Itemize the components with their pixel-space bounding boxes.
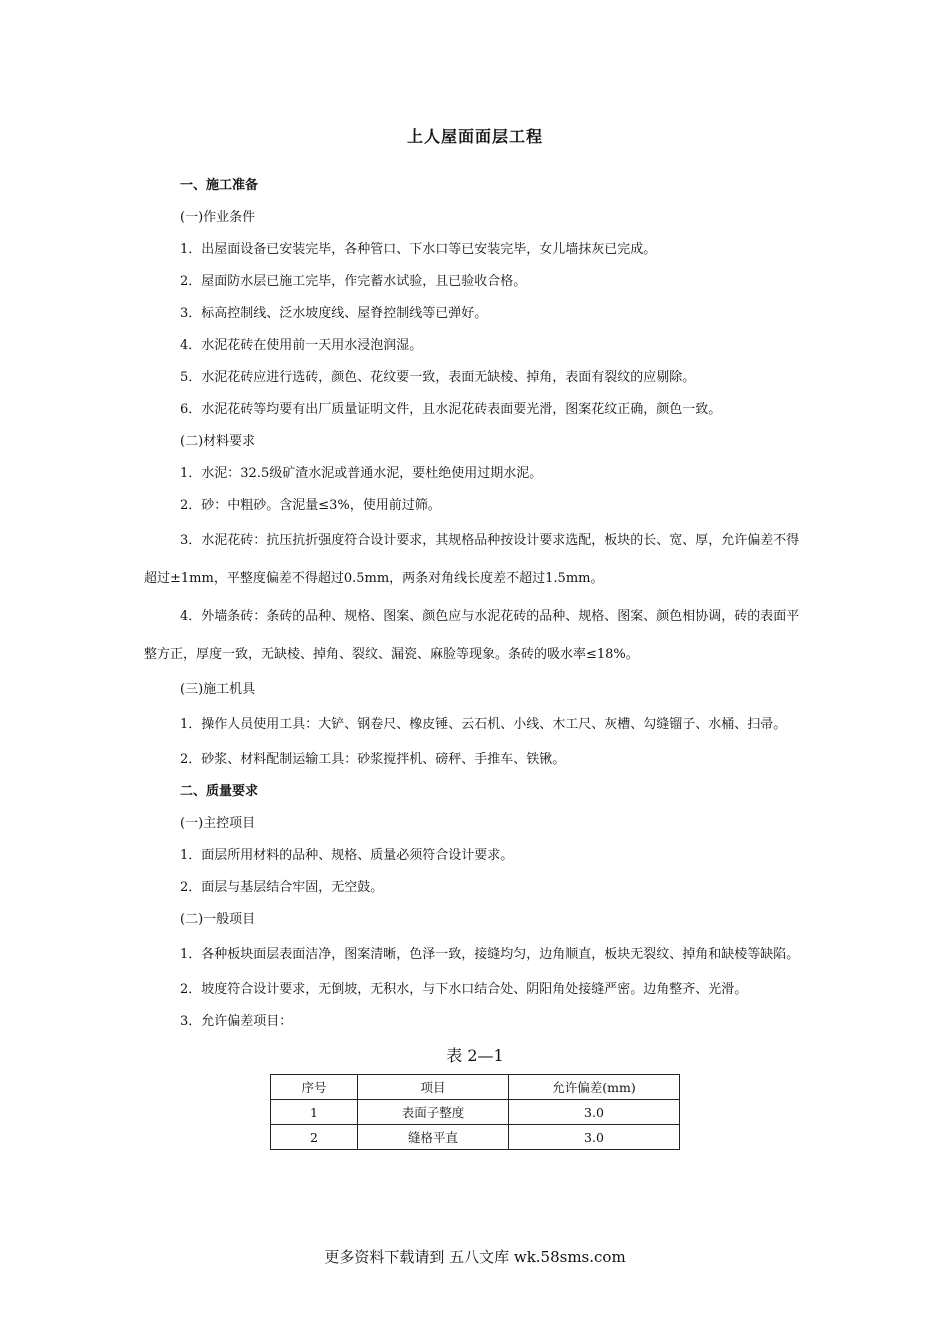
table-cell: 缝格平直 xyxy=(358,1125,509,1150)
document-body xyxy=(144,170,806,1150)
document-title: 上人屋面面层工程 xyxy=(406,127,543,146)
list-item: 1．面层所用材料的品种、规格、质量必须符合设计要求。 xyxy=(180,848,514,863)
subsection-heading: (一)作业条件 xyxy=(180,210,256,225)
section-heading: 二、质量要求 xyxy=(180,784,259,799)
table-caption: 表 2—1 xyxy=(446,1046,504,1065)
subsection-heading: (三)施工机具 xyxy=(180,682,256,697)
list-item: 3．允许偏差项目： xyxy=(180,1014,293,1029)
footer-link[interactable]: 更多资料下载请到 五八文库 wk.58sms.com xyxy=(324,1248,626,1266)
subsection-heading: (一)主控项目 xyxy=(180,816,256,831)
list-item: 2．砂浆、材料配制运输工具：砂浆搅拌机、磅秤、手推车、铁锹。 xyxy=(180,752,566,767)
list-item: 2．屋面防水层已施工完毕，作完蓄水试验，且已验收合格。 xyxy=(180,274,527,289)
list-item: 1．操作人员使用工具：大铲、钢卷尺、橡皮锤、云石机、小线、木工尺、灰槽、勾缝镏子、水桶、扫帚。 xyxy=(180,717,787,732)
table-header-row xyxy=(271,1075,680,1100)
list-item: 3．标高控制线、泛水坡度线、屋脊控制线等已弹好。 xyxy=(180,306,488,321)
list-item: 5．水泥花砖应进行选砖，颜色、花纹要一致，表面无缺棱、掉角，表面有裂纹的应剔除。 xyxy=(180,370,696,385)
tolerance-table xyxy=(270,1074,680,1150)
list-item: 4．水泥花砖在使用前一天用水浸泡润湿。 xyxy=(180,338,423,353)
list-item: 6．水泥花砖等均要有出厂质量证明文件，且水泥花砖表面要光滑，图案花纹正确，颜色一致。 xyxy=(180,402,722,417)
list-item: 2．砂：中粗砂。含泥量≤3%，使用前过筛。 xyxy=(180,498,441,513)
list-item: 3．水泥花砖：抗压抗折强度符合设计要求，其规格品种按设计要求选配，板块的长、宽、厚，允许偏差不得超过±1mm，平整度偏差不得超过0.5mm，两条对角线长度差不超过1.5mm。 xyxy=(144,533,800,586)
list-item: 2．面层与基层结合牢固，无空鼓。 xyxy=(180,880,384,895)
list-item: 1．水泥：32.5级矿渣水泥或普通水泥，要杜绝使用过期水泥。 xyxy=(180,466,543,481)
table-row xyxy=(271,1100,680,1125)
table-cell: 1 xyxy=(271,1100,358,1125)
table-header-cell: 允许偏差(mm) xyxy=(509,1075,680,1100)
subsection-heading: (二)一般项目 xyxy=(180,912,256,927)
table-cell: 表面子整度 xyxy=(358,1100,509,1125)
subsection-heading: (二)材料要求 xyxy=(180,434,256,449)
table-cell: 2 xyxy=(271,1125,358,1150)
table-cell: 3.0 xyxy=(509,1100,680,1125)
list-item: 2．坡度符合设计要求，无倒坡，无积水，与下水口结合处、阴阳角处接缝严密。边角整齐、光滑。 xyxy=(180,982,748,997)
table-cell: 3.0 xyxy=(509,1125,680,1150)
list-item: 4．外墙条砖：条砖的品种、规格、图案、颜色应与水泥花砖的品种、规格、图案、颜色相协调，砖的表面平整方正，厚度一致，无缺棱、掉角、裂纹、漏瓷、麻脸等现象。条砖的吸水率≤18%。 xyxy=(144,609,800,662)
section-heading: 一、施工准备 xyxy=(180,178,259,193)
table-header-cell: 序号 xyxy=(271,1075,358,1100)
table-row xyxy=(271,1125,680,1150)
list-item: 1．各种板块面层表面洁净，图案清晰，色泽一致，接缝均匀，边角顺直，板块无裂纹、掉角和缺棱等缺陷。 xyxy=(180,947,800,962)
table-header-cell: 项目 xyxy=(358,1075,509,1100)
list-item: 1．出屋面设备已安装完毕，各种管口、下水口等已安装完毕，女儿墙抹灰已完成。 xyxy=(180,242,657,257)
